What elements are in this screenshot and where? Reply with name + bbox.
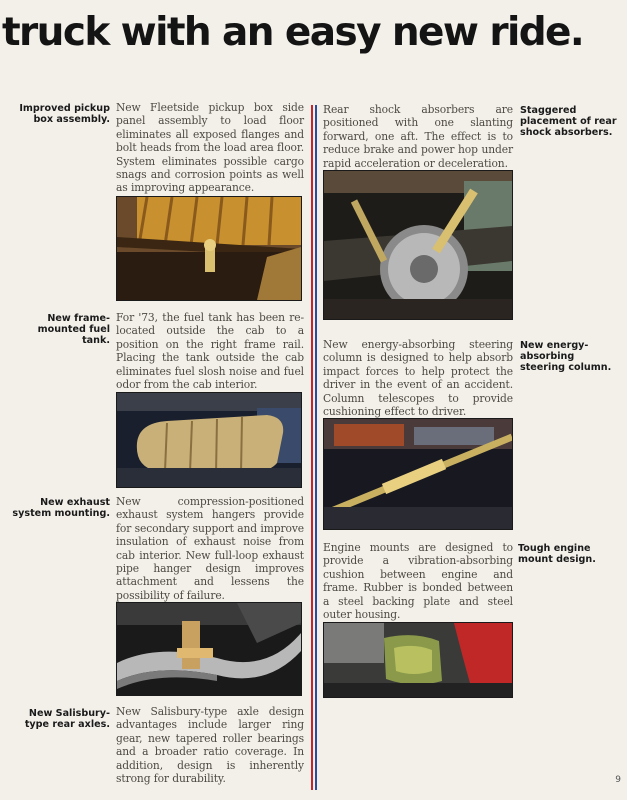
text-rear-shock: Rear shock absorbers are positioned with one slanting forward, one aft. The effect is to reduce brake and power hop under rapid acceleration or deceleration. <box>323 103 513 170</box>
text-steering-column: New energy-absorbing steering column is designed to help absorb impact forces to help protect the driver in the event of an accident. Column telescopes to provide cushioning effect to driver. <box>323 338 513 419</box>
center-rule-red <box>311 105 313 790</box>
fuel-tank-photo <box>116 392 302 488</box>
rear-shock-photo <box>323 170 513 320</box>
page-number: 9 <box>615 775 621 785</box>
label-engine-mount: Tough engine mount design. <box>518 543 596 565</box>
pickup-box-floor-photo <box>116 196 302 301</box>
label-salisbury: New Salisbury-type rear axles. <box>24 708 110 730</box>
page-headline: truck with an easy new ride. <box>2 10 584 55</box>
label-pickup-box: Improved pickup box assembly. <box>19 103 110 125</box>
exhaust-hanger-photo <box>116 602 302 696</box>
text-engine-mount: Engine mounts are designed to provide a vibration-absorbing cushion between engine and frame. Rubber is bonded between a steel backing plate and steel outer housing. <box>323 541 513 622</box>
steering-column-photo <box>323 418 513 530</box>
text-exhaust: New compression-positioned exhaust system hangers provide for secondary support and improve insulation of exhaust noise from cab interior. New full-loop exhaust pipe hanger design improves attachment and lessens the possibility of failure. <box>116 495 304 602</box>
label-fuel-tank: New frame-mounted fuel tank. <box>37 313 110 346</box>
engine-mount-photo <box>323 622 513 698</box>
label-steering-column: New energy-absorbing steering column. <box>520 340 612 373</box>
center-rule-blue <box>315 105 317 790</box>
label-rear-shock: Staggered placement of rear shock absorbers. <box>520 105 617 138</box>
label-exhaust: New exhaust system mounting. <box>12 497 110 519</box>
text-fuel-tank: For '73, the fuel tank has been re-located outside the cab to a position on the right frame rail. Placing the tank outside the cab eliminates fuel slosh noise and fuel odor from the cab interior. <box>116 311 304 392</box>
text-pickup-box: New Fleetside pickup box side panel assembly to load floor eliminates all exposed flanges and bolt heads from the load area floor. System eliminates possible cargo snags and corrosion points as well as improving appearance. <box>116 101 304 195</box>
text-salisbury: New Salisbury-type axle design advantages include larger ring gear, new tapered roller bearings and a broader ratio coverage. In addition, design is inherently strong for durability. <box>116 705 304 786</box>
